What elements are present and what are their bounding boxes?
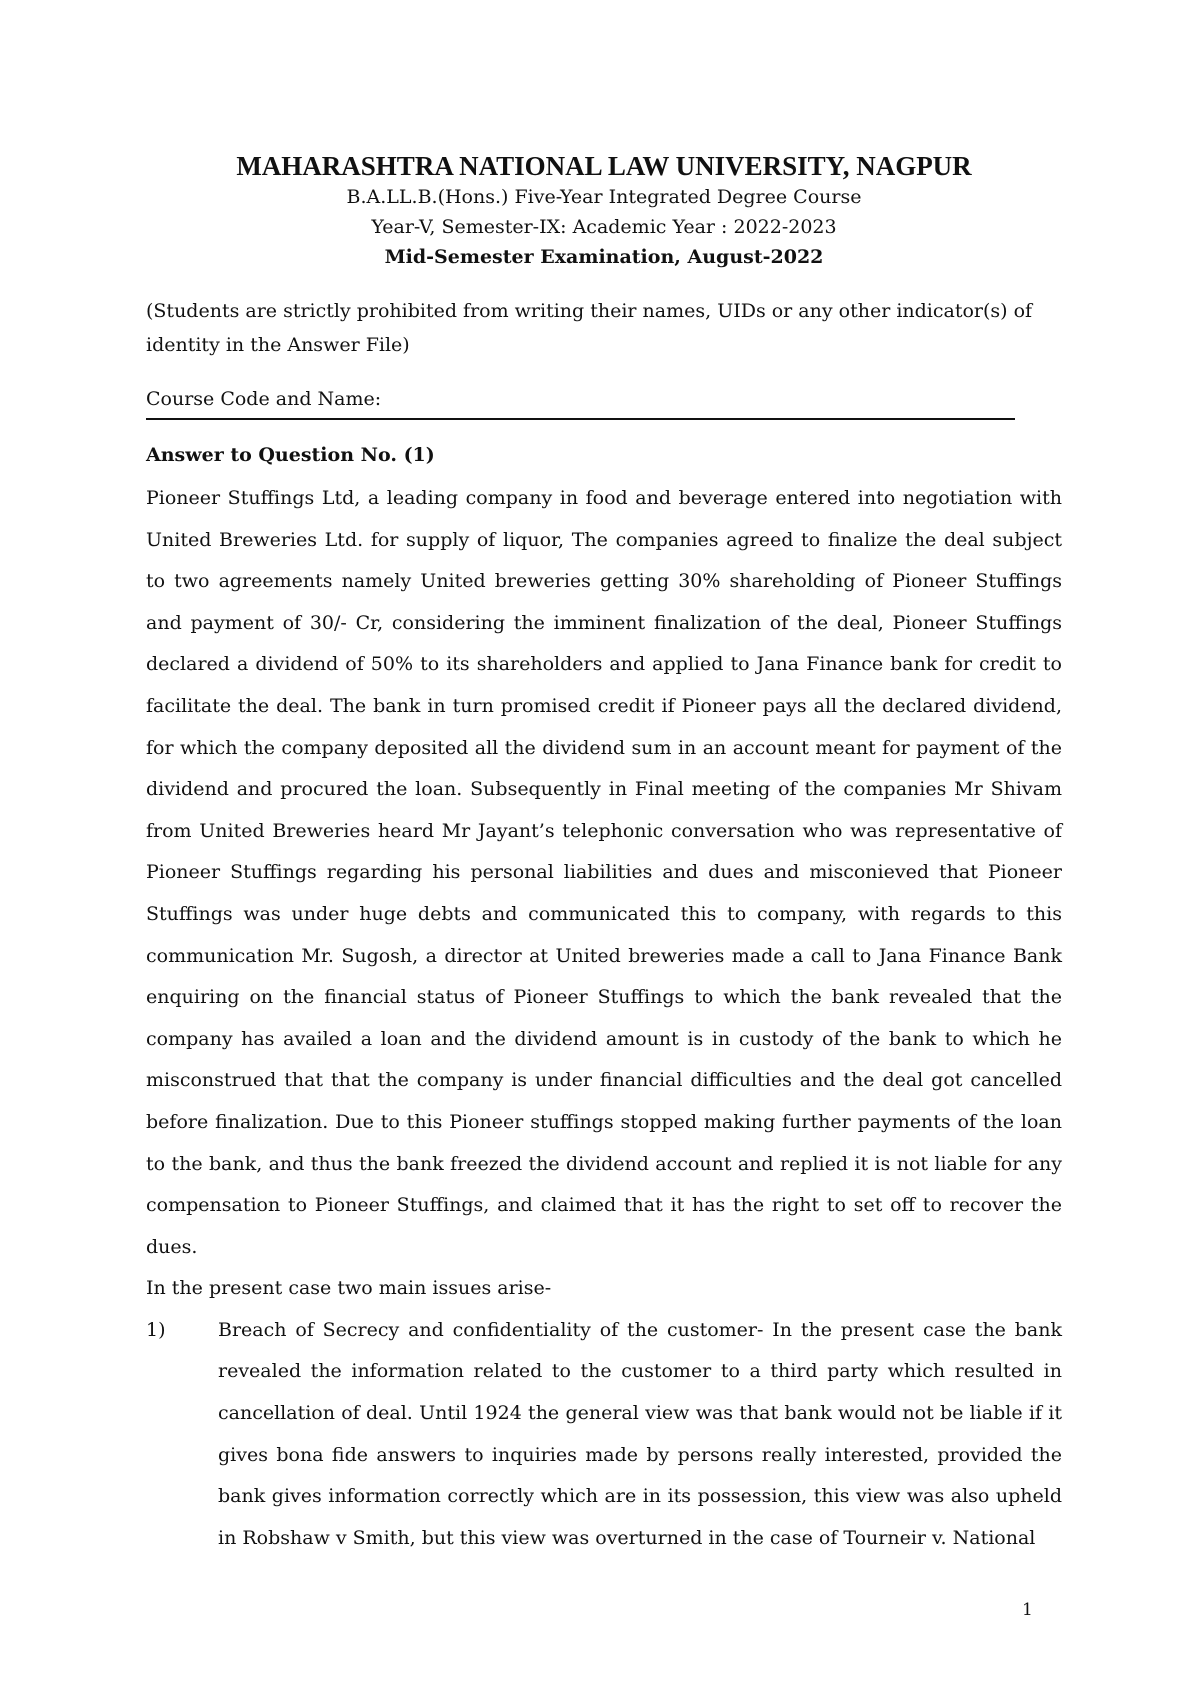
instruction-text: (Students are strictly prohibited from writing their names, UIDs or any other indicator(s) of identity in the Answer File) [146, 300, 1033, 356]
course-code-label: Course Code and Name: [146, 388, 382, 410]
year-line: Year-V, Semester-IX: Academic Year : 2022-2023 [371, 216, 837, 238]
university-title: MAHARASHTRA NATIONAL LAW UNIVERSITY, NAGPUR [236, 151, 972, 181]
list-item [146, 1310, 1062, 1560]
page-number: 1 [1022, 1600, 1033, 1620]
facts-paragraph: Pioneer Stuffings Ltd, a leading company in food and beverage entered into negotiation with United Breweries Ltd. for supply of liquor, The companies agreed to finalize the deal subject to two agreements namely United breweries getting 30% shareholding of Pioneer Stuffings and payment of 30/- Cr, considering the imminent finalization of the deal, Pioneer Stuffings declared a dividend of 50% to its shareholders and applied to Jana Finance bank for credit to facilitate the deal. The bank in turn promised credit if Pioneer pays all the declared dividend, for which the company deposited all the dividend sum in an account meant for payment of the dividend and procured the loan. Subsequently in Final meeting of the companies Mr Shivam from United Breweries heard Mr Jayant’s telephonic conversation who was representative of Pioneer Stuffings regarding his personal liabilities and dues and misconieved that Pioneer Stuffings was under huge debts and communicated this to company, with regards to this communication Mr. Sugosh, a director at United breweries made a call to Jana Finance Bank enquiring on the financial status of Pioneer Stuffings to which the bank revealed that the company has availed a loan and the dividend amount is in custody of the bank to which he misconstrued that that the company is under financial difficulties and the deal got cancelled before finalization. Due to this Pioneer stuffings stopped making further payments of the loan to the bank, and thus the bank freezed the dividend account and replied it is not liable for any compensation to Pioneer Stuffings, and claimed that it has the right to set off to recover the dues. [146, 487, 1062, 1258]
document-header [146, 150, 1062, 414]
list-item-number: 1) [146, 1318, 166, 1341]
answer-body [146, 440, 1062, 1559]
question-heading: Answer to Question No. (1) [146, 444, 435, 466]
course-line: B.A.LL.B.(Hons.) Five-Year Integrated Degree Course [346, 186, 862, 208]
header-divider [146, 418, 1015, 420]
list-item-text: Breach of Secrecy and confidentiality of the customer- In the present case the bank revealed the information related to the customer to a third party which resulted in cancellation of deal. Until 1924 the general view was that bank would not be liable if it gives bona fide answers to inquiries made by persons really interested, provided the bank gives information correctly which are in its possession, this view was also upheld in Robshaw v Smith, but this view was overturned in the case of Tourneir v. National [218, 1318, 1062, 1549]
issues-intro: In the present case two main issues arise- [146, 1277, 552, 1300]
exam-line: Mid-Semester Examination, August-2022 [384, 246, 824, 268]
